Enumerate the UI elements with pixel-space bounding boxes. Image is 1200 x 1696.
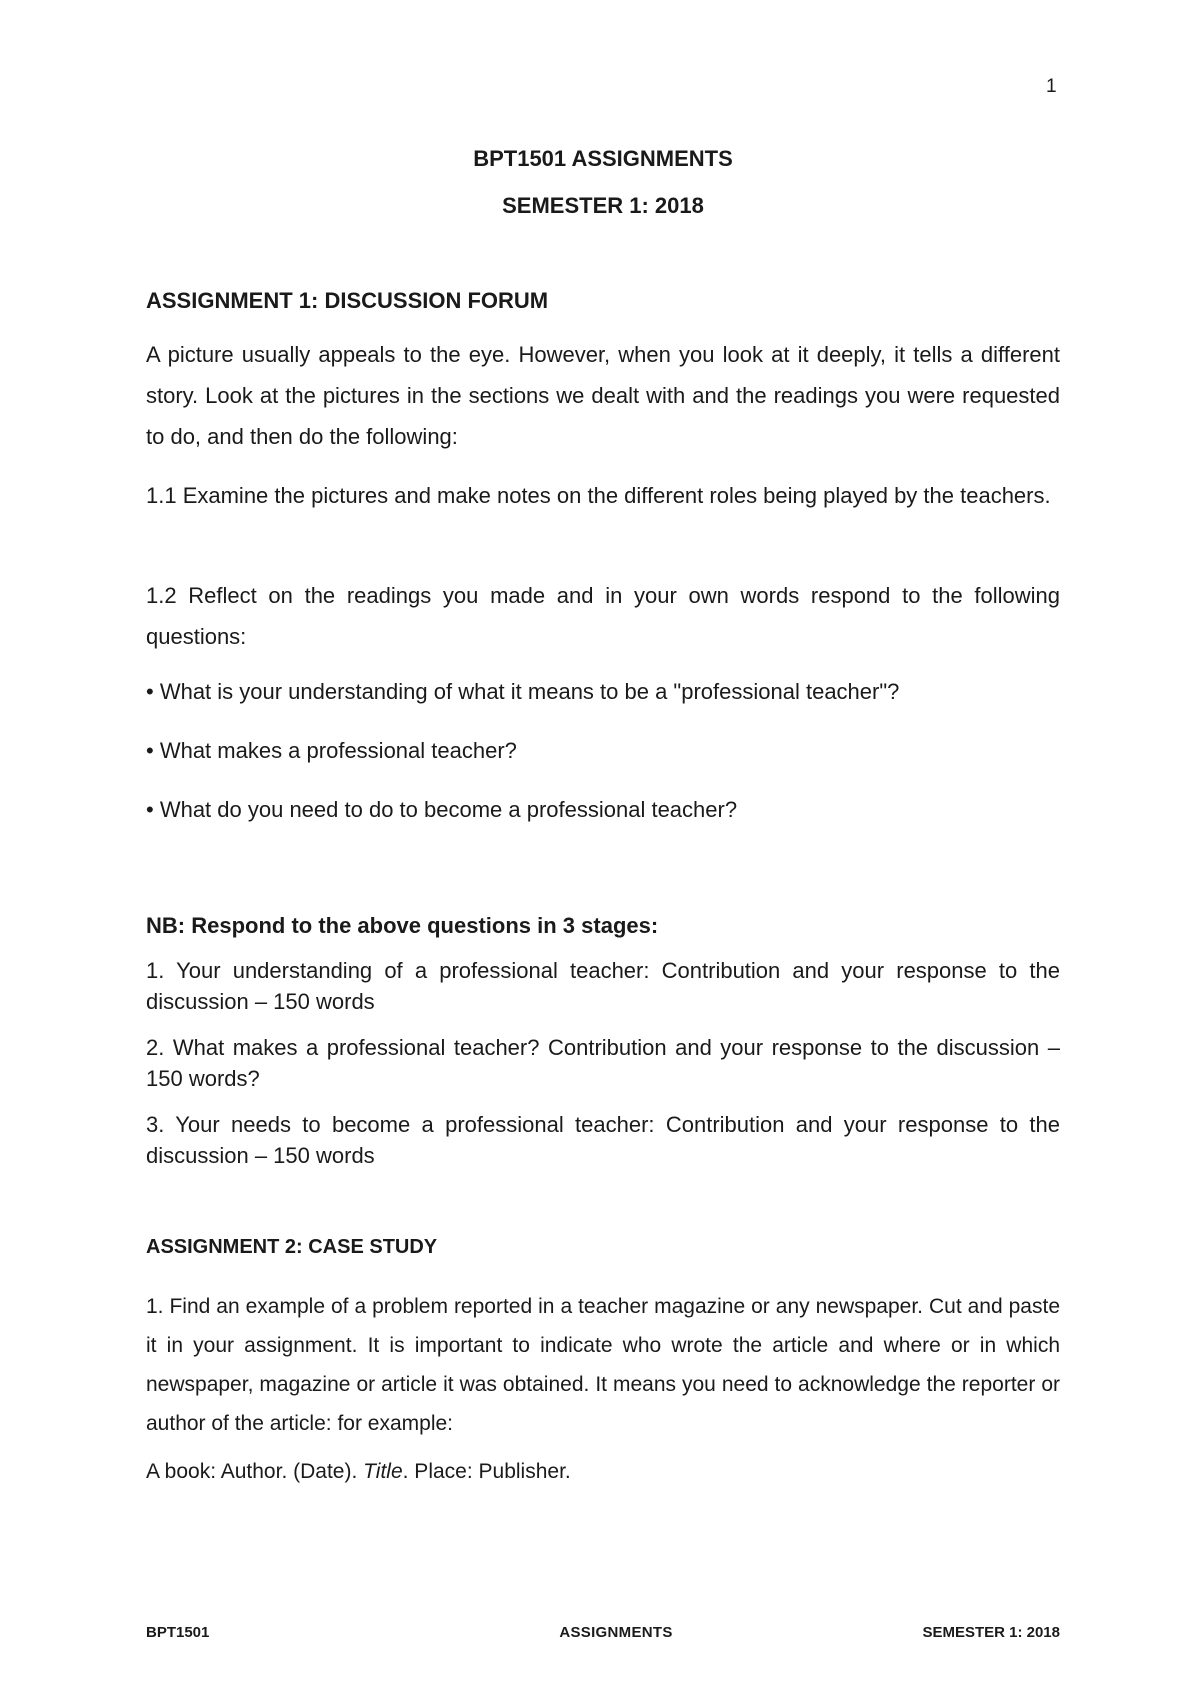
document-semester: SEMESTER 1: 2018: [502, 193, 704, 218]
stage-item: 3. Your needs to become a professional teacher: Contribution and your response to the discussion – 150 words: [146, 1112, 1060, 1168]
nb-heading: NB: Respond to the above questions in 3 stages:: [146, 913, 659, 938]
assignment-2-heading: ASSIGNMENT 2: CASE STUDY: [146, 1236, 438, 1258]
stage-item: 1. Your understanding of a professional teacher: Contribution and your response to the discussion – 150 words: [146, 958, 1060, 1014]
item-1-2: 1.2 Reflect on the readings you made and in your own words respond to the following questions:: [146, 583, 1060, 649]
footer-center-label: ASSIGNMENTS: [559, 1624, 673, 1641]
citation-example: [146, 1457, 1060, 1487]
page-number: 1: [1046, 76, 1057, 97]
item-1-1: 1.1 Examine the pictures and make notes on the different roles being played by the teachers.: [146, 483, 1051, 508]
citation-suffix: . Place: Publisher.: [402, 1460, 571, 1483]
assignment-1-heading: ASSIGNMENT 1: DISCUSSION FORUM: [146, 288, 549, 313]
citation-prefix: A book: Author. (Date).: [146, 1460, 364, 1483]
document-title: BPT1501 ASSIGNMENTS: [473, 146, 733, 171]
assignment-2-item-1: 1. Find an example of a problem reported in a teacher magazine or any newspaper. Cut and paste it in your assignment. It is important to indicate who wrote the article and where or in which newspaper, magazine or article it was obtained. It means you need to acknowledge the reporter or author of the article: for example:: [146, 1295, 1060, 1435]
bullet-item: • What is your understanding of what it means to be a "professional teacher"?: [146, 679, 900, 704]
citation-title: Title: [363, 1460, 403, 1483]
bullet-item: • What do you need to do to become a professional teacher?: [146, 797, 738, 822]
stage-item: 2. What makes a professional teacher? Contribution and your response to the discussion – 150 words?: [146, 1035, 1060, 1091]
footer-semester: SEMESTER 1: 2018: [922, 1624, 1060, 1641]
footer-course-code: BPT1501: [146, 1624, 210, 1641]
bullet-item: • What makes a professional teacher?: [146, 738, 517, 763]
assignment-1-intro: A picture usually appeals to the eye. However, when you look at it deeply, it tells a different story. Look at the pictures in the sections we dealt with and the readings you were requested to do, and then do the following:: [146, 342, 1060, 449]
